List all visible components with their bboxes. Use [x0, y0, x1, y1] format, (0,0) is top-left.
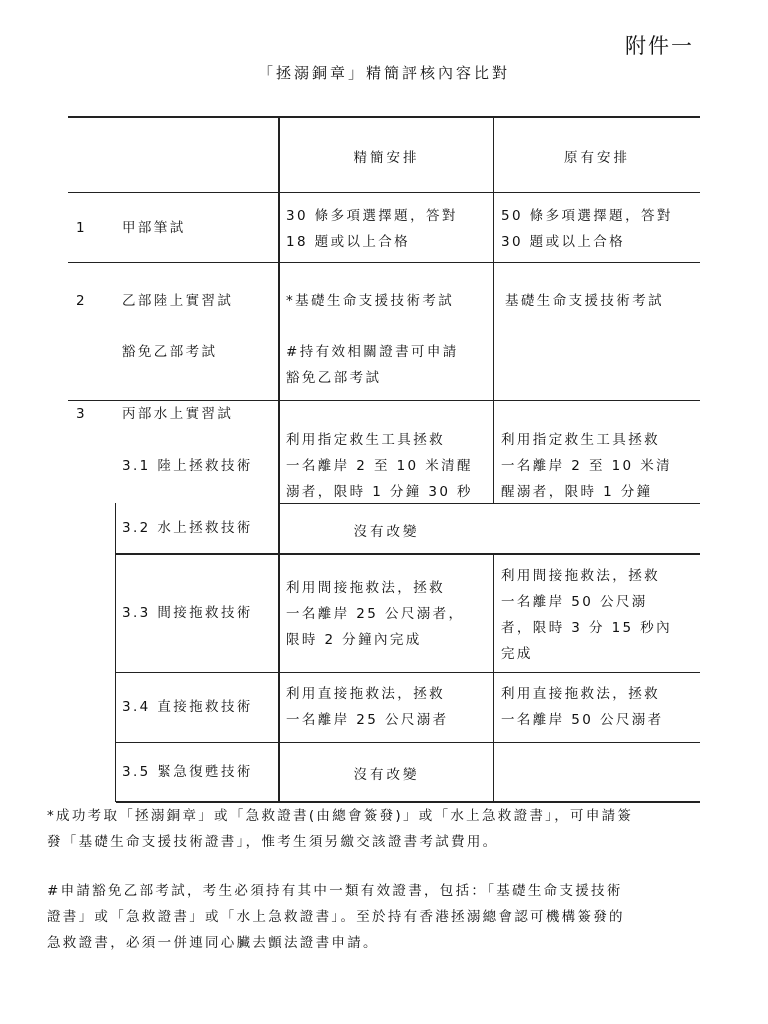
row-divider	[68, 192, 700, 193]
original-cell: 50 條多項選擇題，答對	[501, 208, 673, 224]
row-divider	[116, 553, 700, 555]
column-divider	[115, 503, 116, 802]
row-number: 2	[76, 293, 87, 309]
footnote-line: *成功考取「拯溺銅章」或「急救證書(由總會簽發)」或「水上急救證書」，可申請簽	[47, 808, 634, 824]
row-divider	[116, 742, 700, 743]
row-number: 1	[76, 220, 87, 236]
streamlined-cell: 沒有改變	[353, 767, 420, 783]
row-item: 3.2 水上拯救技術	[122, 520, 253, 536]
streamlined-cell: 限時 2 分鐘內完成	[286, 632, 422, 648]
row-item: 3.4 直接拖救技術	[122, 699, 253, 715]
annex-label: 附件一	[625, 34, 694, 58]
streamlined-cell: 一名離岸 2 至 10 米清醒	[286, 458, 473, 474]
row-number: 3	[76, 406, 87, 422]
original-cell: 一名離岸 50 公尺溺	[501, 594, 648, 610]
streamlined-cell: 豁免乙部考試	[286, 370, 382, 386]
row-item: 甲部筆試	[122, 220, 186, 236]
original-cell: 醒溺者，限時 1 分鐘	[501, 484, 653, 500]
streamlined-cell: 30 條多項選擇題，答對	[286, 208, 458, 224]
original-cell: 利用指定救生工具拯救	[501, 432, 660, 448]
row-item: 乙部陸上實習試	[122, 293, 234, 309]
row-item: 丙部水上實習試	[122, 406, 234, 422]
original-cell: 30 題或以上合格	[501, 234, 626, 250]
original-cell: 利用直接拖救法，拯救	[501, 686, 660, 702]
streamlined-cell: 溺者，限時 1 分鐘 30 秒	[286, 484, 473, 500]
header-original: 原有安排	[564, 150, 630, 166]
header-streamlined: 精簡安排	[353, 150, 420, 166]
row-item: 3.3 間接拖救技術	[122, 605, 253, 621]
footnote-line: 證書」或「急救證書」或「水上急救證書」。至於持有香港拯溺總會認可機構簽發的	[47, 909, 625, 925]
row-divider	[68, 262, 700, 263]
original-cell: 基礎生命支援技術考試	[505, 293, 664, 309]
original-cell: 一名離岸 2 至 10 米清	[501, 458, 673, 474]
footnote-line: 發「基礎生命支援技術證書」，惟考生須另繳交該證書考試費用。	[47, 834, 499, 850]
original-cell: 完成	[501, 646, 533, 662]
streamlined-cell: #持有效相關證書可申請	[286, 344, 459, 360]
document-title: 「拯溺銅章」精簡評核內容比對	[257, 64, 510, 82]
original-cell: 一名離岸 50 公尺溺者	[501, 712, 664, 728]
streamlined-cell: 一名離岸 25 公尺溺者，	[286, 606, 465, 622]
streamlined-cell: 一名離岸 25 公尺溺者	[286, 712, 449, 728]
footnote-line: #申請豁免乙部考試，考生必須持有其中一類有效證書，包括：「基礎生命支援技術	[47, 883, 623, 899]
streamlined-cell: *基礎生命支援技術考試	[286, 293, 455, 309]
streamlined-cell: 18 題或以上合格	[286, 234, 411, 250]
row-item: 豁免乙部考試	[122, 344, 218, 360]
original-cell: 利用間接拖救法，拯救	[501, 568, 660, 584]
row-item: 3.1 陸上拯救技術	[122, 458, 253, 474]
row-divider	[116, 672, 700, 673]
original-cell: 者，限時 3 分 15 秒內	[501, 620, 673, 636]
footnote-line: 急救證書，必須一併連同心臟去顫法證書申請。	[47, 935, 379, 951]
column-divider	[493, 553, 494, 802]
streamlined-cell: 利用直接拖救法，拯救	[286, 686, 445, 702]
streamlined-cell: 利用指定救生工具拯救	[286, 432, 445, 448]
column-divider	[278, 116, 280, 802]
table-top-border	[68, 116, 700, 118]
streamlined-cell: 沒有改變	[353, 524, 420, 540]
streamlined-cell: 利用間接拖救法，拯救	[286, 580, 445, 596]
row-item: 3.5 緊急復甦技術	[122, 764, 253, 780]
column-divider	[493, 116, 494, 504]
